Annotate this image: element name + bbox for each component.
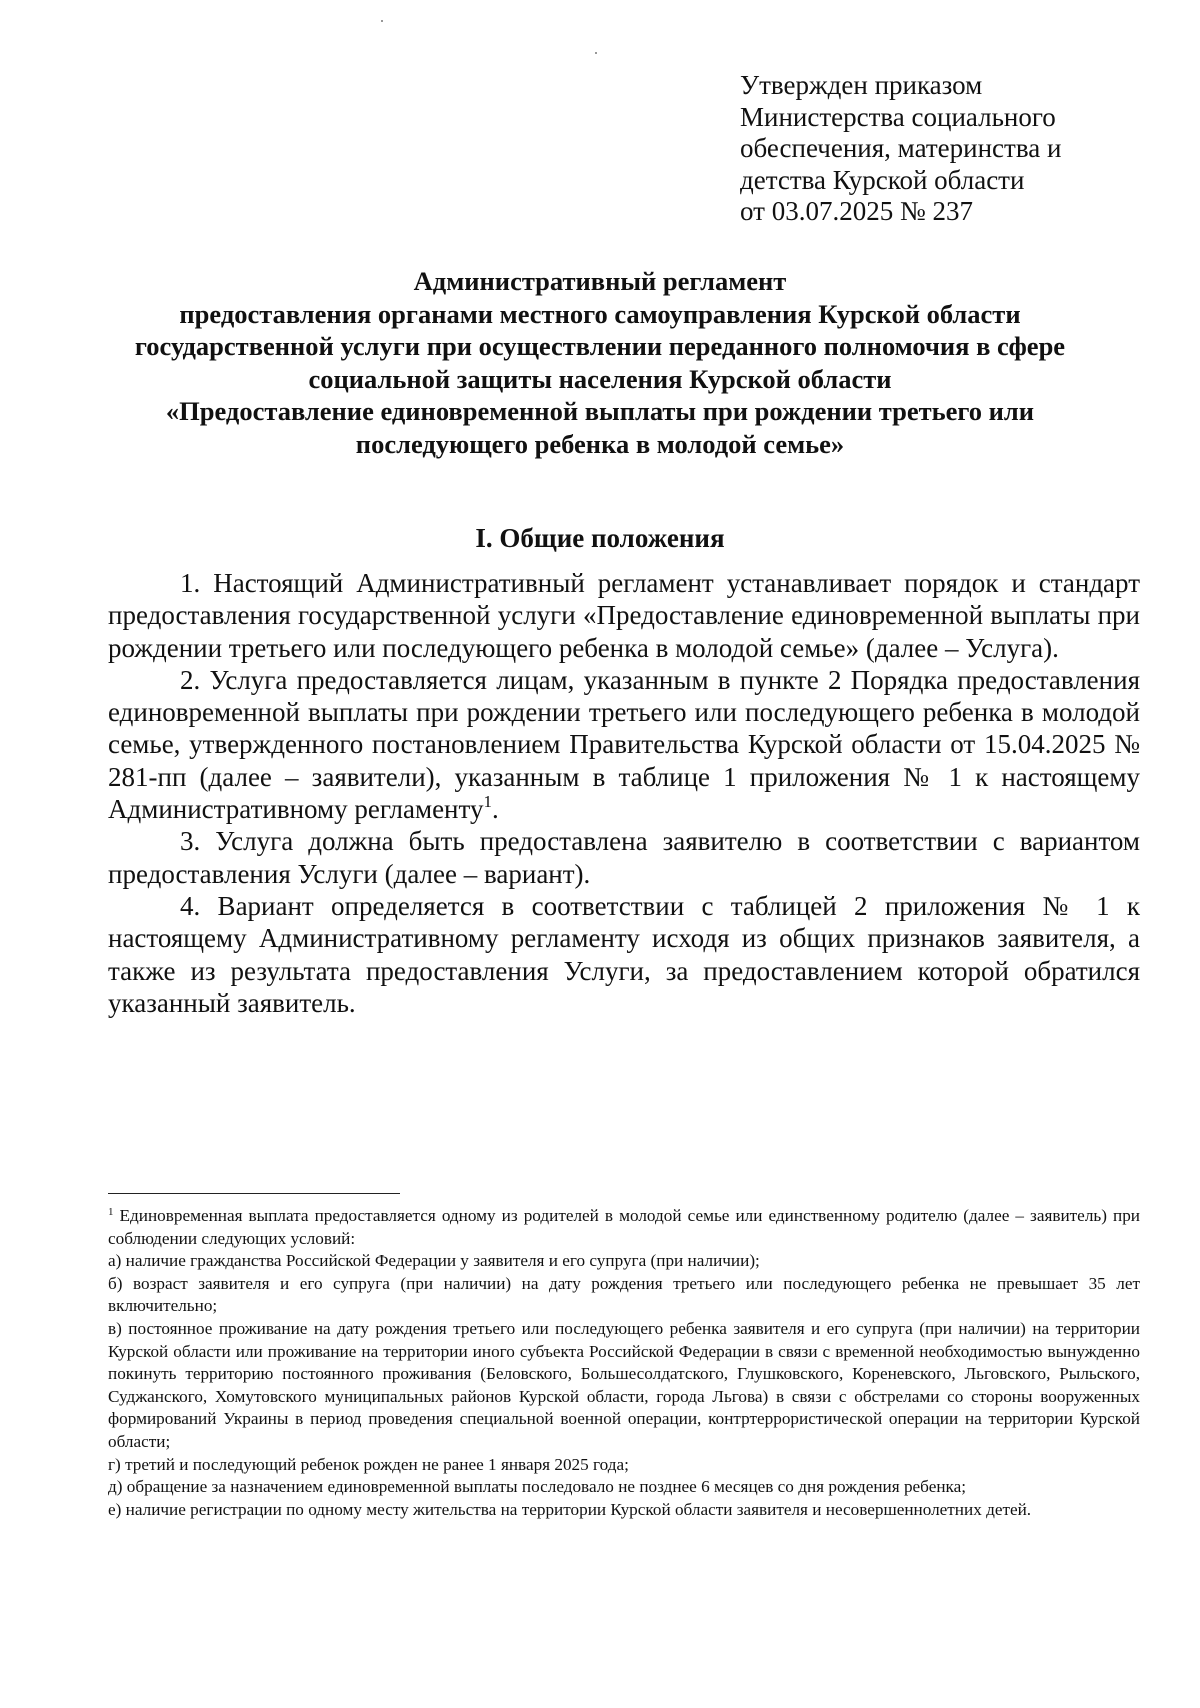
approval-stamp-block [740, 70, 1140, 228]
footnote-item-b: б) возраст заявителя и его супруга (при наличии) на дату рождения третьего или последующего ребенка не превышает 35 лет включительно; [108, 1273, 1140, 1316]
paragraph-3: 3. Услуга должна быть предоставлена заявителю в соответствии с вариантом предоставления Услуги (далее – вариант). [108, 826, 1140, 889]
paragraph-2 [108, 664, 1140, 825]
section-body [108, 567, 1140, 1019]
title-line: государственной услуги при осуществлении переданного полномочия в сфере [134, 331, 1066, 361]
title-line: социальной защиты населения Курской области [308, 363, 892, 394]
footnotes-block [108, 1205, 1140, 1521]
paragraph-1: 1. Настоящий Административный регламент устанавливает порядок и стандарт предоставления государственной услуги «Предоставление единовременной выплаты при рождении третьего или последующего ребенка в молодой семье» (далее – Услуга). [108, 568, 1140, 663]
title-line: «Предоставление единовременной выплаты при рождении третьего или [165, 396, 1035, 426]
scan-speck [381, 20, 383, 22]
footnote-intro [108, 1205, 1140, 1250]
title-line: Административный регламент [413, 266, 787, 296]
approval-line: Утвержден приказом [740, 70, 983, 100]
title-line: предоставления органами местного самоуправления Курской области [179, 298, 1021, 329]
paragraph-4: 4. Вариант определяется в соответствии с таблицей 2 приложения № 1 к настоящему Административному регламенту исходя из общих признаков заявителя, а также из результата предоставления Услуги, за предоставлением которой обратился указанный заявитель. [108, 890, 1140, 1018]
footnote-marker: 1 [108, 1206, 114, 1218]
footnote-item-a: а) наличие гражданства Российской Федерации у заявителя и его супруга (при наличии); [108, 1251, 760, 1271]
footnote-item-g: г) третий и последующий ребенок рожден не ранее 1 января 2025 года; [108, 1454, 629, 1474]
section-heading: I. Общие положения [475, 523, 725, 553]
approval-line: обеспечения, материнства и [740, 133, 1062, 163]
title-line: последующего ребенка в молодой семье» [355, 428, 845, 459]
approval-line: от 03.07.2025 № 237 [740, 196, 973, 226]
footnote-item-e: е) наличие регистрации по одному месту жительства на территории Курской области заявителя и несовершеннолетних детей. [108, 1499, 1032, 1519]
document-title [100, 265, 1100, 460]
footnote-separator [108, 1193, 400, 1194]
paragraph-2-tail: . [491, 794, 499, 825]
footnote-item-d: д) обращение за назначением единовременной выплаты последовало не позднее 6 месяцев со дня рождения ребенка; [108, 1477, 967, 1497]
paragraph-2-text: 2. Услуга предоставляется лицам, указанным в пункте 2 Порядка предоставления единовременной выплаты при рождении третьего или последующего ребенка в молодой семье, утвержденного постановлением Правительства Курской области от 15.04.2025 № 281-пп (далее – заявители), указанным в таблице 1 приложения № 1 к настоящему Административному регламенту [108, 664, 1140, 825]
footnote-reference[interactable]: 1 [483, 792, 492, 812]
approval-line: Министерства социального [740, 101, 1056, 132]
approval-line: детства Курской области [740, 164, 1025, 195]
scan-speck [595, 52, 597, 54]
footnote-item-v: в) постоянное проживание на дату рождения третьего или последующего ребенка заявителя и его супруга (при наличии) на территории Курской области или проживание на территории иного субъекта Российской Федерации в связи с временной необходимостью вынужденно покинуть территорию постоянного проживания (Беловского, Большесолдатского, Глушковского, Кореневского, Льговского, Рыльского, Суджанского, Хомутовского муниципальных районов Курской области, города Льгова) в связи с обстрелами со стороны вооруженных формирований Украины в период проведения специальной военной операции, контртеррористической операции на территории Курской области; [108, 1318, 1140, 1451]
footnote-intro-text: Единовременная выплата предоставляется одному из родителей в молодой семье или единственному родителю (далее – заявитель) при соблюдении следующих условий: [108, 1206, 1140, 1248]
